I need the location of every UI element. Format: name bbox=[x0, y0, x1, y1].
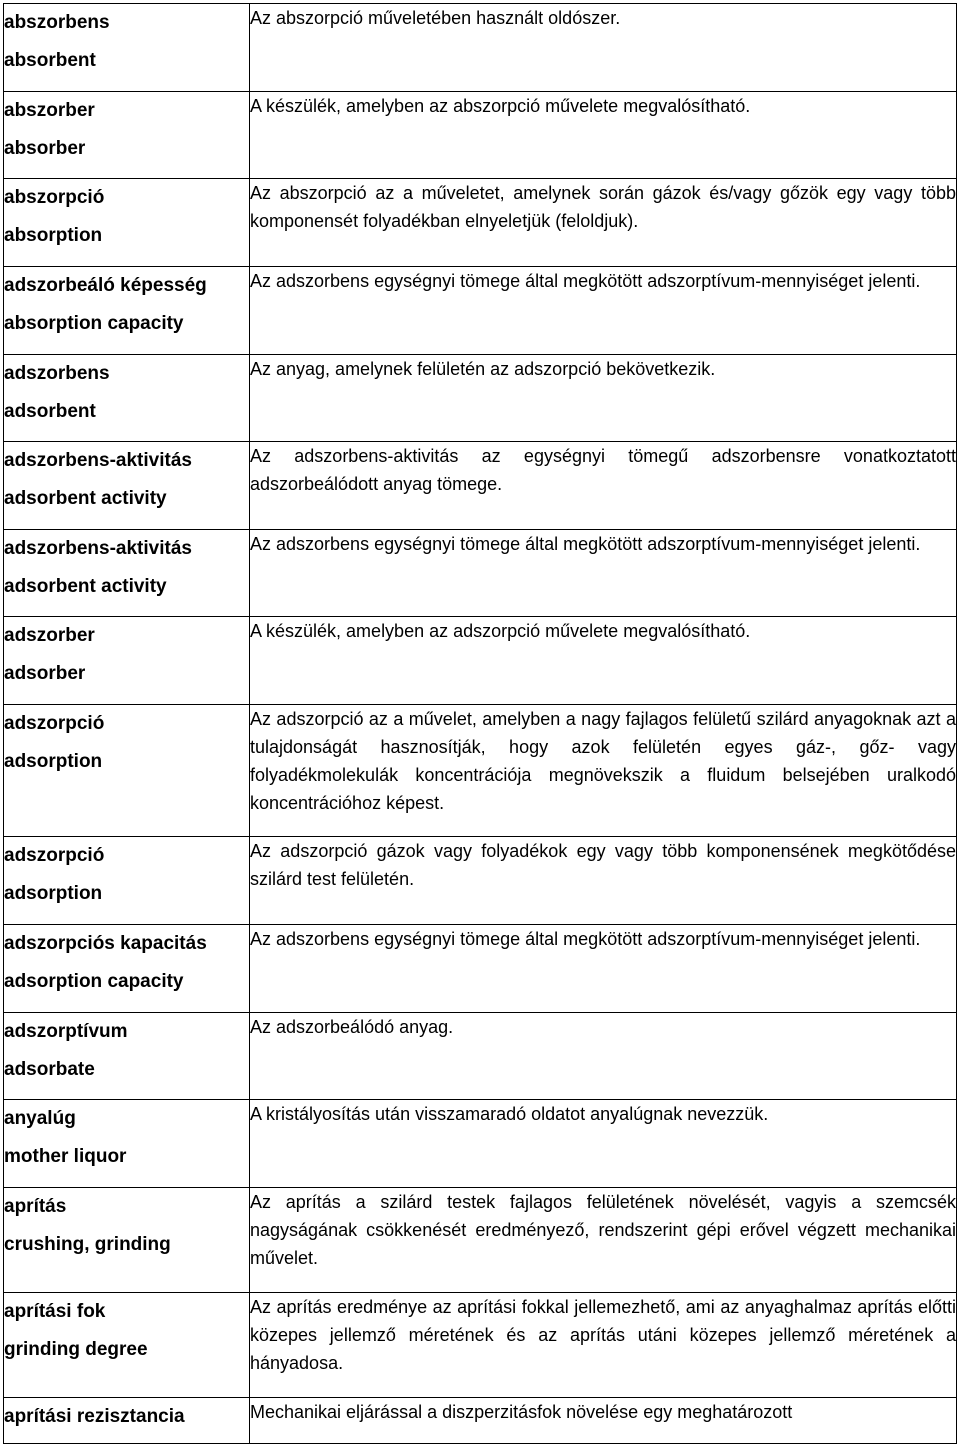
definition-text: Az aprítás eredménye az aprítási fokkal jellemezhető, ami az anyaghalmaz aprítás előtti közepes jellemző méretének és az aprítás utáni közepes jellemző méretének a hányadosa. bbox=[250, 1297, 956, 1373]
definition-text: Az adszorpció gázok vagy folyadékok egy vagy több komponensének megkötődése szilárd test felületén. bbox=[250, 841, 956, 889]
glossary-row bbox=[4, 355, 957, 442]
term-cell bbox=[4, 1013, 250, 1100]
definition-cell bbox=[250, 837, 957, 925]
term-hungarian: abszorber bbox=[4, 100, 95, 121]
definition-text: Az adszorbens egységnyi tömege által megkötött adszorptívum-mennyiséget jelenti. bbox=[250, 271, 921, 291]
term-english: adsorbate bbox=[4, 1059, 95, 1080]
term-english: absorber bbox=[4, 138, 86, 159]
glossary-row bbox=[4, 267, 957, 355]
term-hungarian: adszorpció bbox=[4, 713, 105, 734]
definition-cell bbox=[250, 442, 957, 530]
glossary-row bbox=[4, 92, 957, 179]
term-hungarian: aprítási fok bbox=[4, 1301, 106, 1322]
glossary-row bbox=[4, 837, 957, 925]
definition-cell bbox=[250, 1398, 957, 1444]
glossary-row bbox=[4, 530, 957, 617]
glossary-row bbox=[4, 179, 957, 267]
definition-text: Az abszorpció az a műveletet, amelynek során gázok és/vagy gőzök egy vagy több komponensét folyadékban elnyeletjük (feloldjuk). bbox=[250, 183, 956, 231]
term-cell bbox=[4, 92, 250, 179]
glossary-row bbox=[4, 1013, 957, 1100]
term-cell bbox=[4, 355, 250, 442]
definition-text: A készülék, amelyben az adszorpció művelete megvalósítható. bbox=[250, 621, 751, 641]
definition-cell bbox=[250, 355, 957, 442]
glossary-row bbox=[4, 1100, 957, 1188]
definition-text: Mechanikai eljárással a diszperzitásfok növelése egy meghatározott bbox=[250, 1402, 793, 1422]
term-hungarian: adszorbeáló képesség bbox=[4, 275, 207, 296]
definition-text: Az adszorbens-aktivitás az egységnyi tömegű adszorbensre vonatkoztatott adszorbeálódott anyag tömege. bbox=[250, 446, 956, 494]
definition-cell bbox=[250, 705, 957, 837]
term-english: adsorption bbox=[4, 883, 103, 904]
term-hungarian: aprítási rezisztancia bbox=[4, 1406, 185, 1427]
term-hungarian: adszorbens-aktivitás bbox=[4, 538, 192, 559]
definition-cell bbox=[250, 530, 957, 617]
term-hungarian: adszorpciós kapacitás bbox=[4, 933, 207, 954]
term-english: adsorbent bbox=[4, 401, 96, 422]
term-cell bbox=[4, 267, 250, 355]
term-hungarian: adszorpció bbox=[4, 845, 105, 866]
definition-text: Az adszorbens egységnyi tömege által megkötött adszorptívum-mennyiséget jelenti. bbox=[250, 534, 921, 554]
term-english: adsorption bbox=[4, 751, 103, 772]
definition-text: Az adszorbens egységnyi tömege által megkötött adszorptívum-mennyiséget jelenti. bbox=[250, 929, 921, 949]
term-hungarian: adszorbens bbox=[4, 363, 110, 384]
term-cell bbox=[4, 530, 250, 617]
term-english: crushing, grinding bbox=[4, 1234, 171, 1255]
term-cell bbox=[4, 617, 250, 705]
term-hungarian: aprítás bbox=[4, 1196, 67, 1217]
term-cell bbox=[4, 837, 250, 925]
term-cell bbox=[4, 1100, 250, 1188]
term-english: mother liquor bbox=[4, 1146, 127, 1167]
term-cell bbox=[4, 179, 250, 267]
definition-cell bbox=[250, 1013, 957, 1100]
definition-cell bbox=[250, 925, 957, 1013]
term-cell bbox=[4, 442, 250, 530]
term-english: absorbent bbox=[4, 50, 96, 71]
term-hungarian: adszorber bbox=[4, 625, 95, 646]
term-cell bbox=[4, 1398, 250, 1444]
definition-text: Az anyag, amelynek felületén az adszorpció bekövetkezik. bbox=[250, 359, 716, 379]
term-english: adsorption capacity bbox=[4, 971, 184, 992]
definition-text: A készülék, amelyben az abszorpció művelete megvalósítható. bbox=[250, 96, 751, 116]
definition-text: Az adszorbeálódó anyag. bbox=[250, 1017, 454, 1037]
definition-text: Az abszorpció műveletében használt oldószer. bbox=[250, 8, 621, 28]
term-hungarian: adszorptívum bbox=[4, 1021, 128, 1042]
glossary-row bbox=[4, 442, 957, 530]
definition-cell bbox=[250, 617, 957, 705]
definition-text: Az aprítás a szilárd testek fajlagos felületének növelését, vagyis a szemcsék nagyságának csökkenését eredményező, rendszerint gépi erővel végzett mechanikai művelet. bbox=[250, 1192, 956, 1268]
definition-cell bbox=[250, 267, 957, 355]
glossary-row bbox=[4, 705, 957, 837]
definition-cell bbox=[250, 1100, 957, 1188]
term-hungarian: adszorbens-aktivitás bbox=[4, 450, 192, 471]
glossary-row bbox=[4, 1188, 957, 1293]
definition-cell bbox=[250, 179, 957, 267]
term-cell bbox=[4, 4, 250, 92]
definition-text: A kristályosítás után visszamaradó oldatot anyalúgnak nevezzük. bbox=[250, 1104, 769, 1124]
glossary-row bbox=[4, 925, 957, 1013]
term-cell bbox=[4, 925, 250, 1013]
glossary-row bbox=[4, 1293, 957, 1398]
definition-cell bbox=[250, 92, 957, 179]
term-cell bbox=[4, 1188, 250, 1293]
term-hungarian: abszorpció bbox=[4, 187, 105, 208]
term-cell bbox=[4, 1293, 250, 1398]
term-english: adsorbent activity bbox=[4, 488, 167, 509]
definition-cell bbox=[250, 1293, 957, 1398]
term-hungarian: abszorbens bbox=[4, 12, 110, 33]
term-hungarian: anyalúg bbox=[4, 1108, 76, 1129]
glossary-row bbox=[4, 1398, 957, 1444]
definition-text: Az adszorpció az a művelet, amelyben a nagy fajlagos felületű szilárd anyagoknak azt a tulajdonságát hasznosítják, hogy azok felületén egyes gáz-, gőz- vagy folyadékmolekulák koncentrációja megnövekszik a fluidum belsejében uralkodó koncentrációhoz képest. bbox=[250, 709, 956, 813]
glossary-row bbox=[4, 617, 957, 705]
term-english: absorption bbox=[4, 225, 103, 246]
glossary-table bbox=[3, 3, 957, 1444]
definition-cell bbox=[250, 1188, 957, 1293]
term-english: grinding degree bbox=[4, 1339, 148, 1360]
definition-cell bbox=[250, 4, 957, 92]
term-cell bbox=[4, 705, 250, 837]
term-english: adsorber bbox=[4, 663, 86, 684]
term-english: absorption capacity bbox=[4, 313, 184, 334]
glossary-row bbox=[4, 4, 957, 92]
term-english: adsorbent activity bbox=[4, 576, 167, 597]
